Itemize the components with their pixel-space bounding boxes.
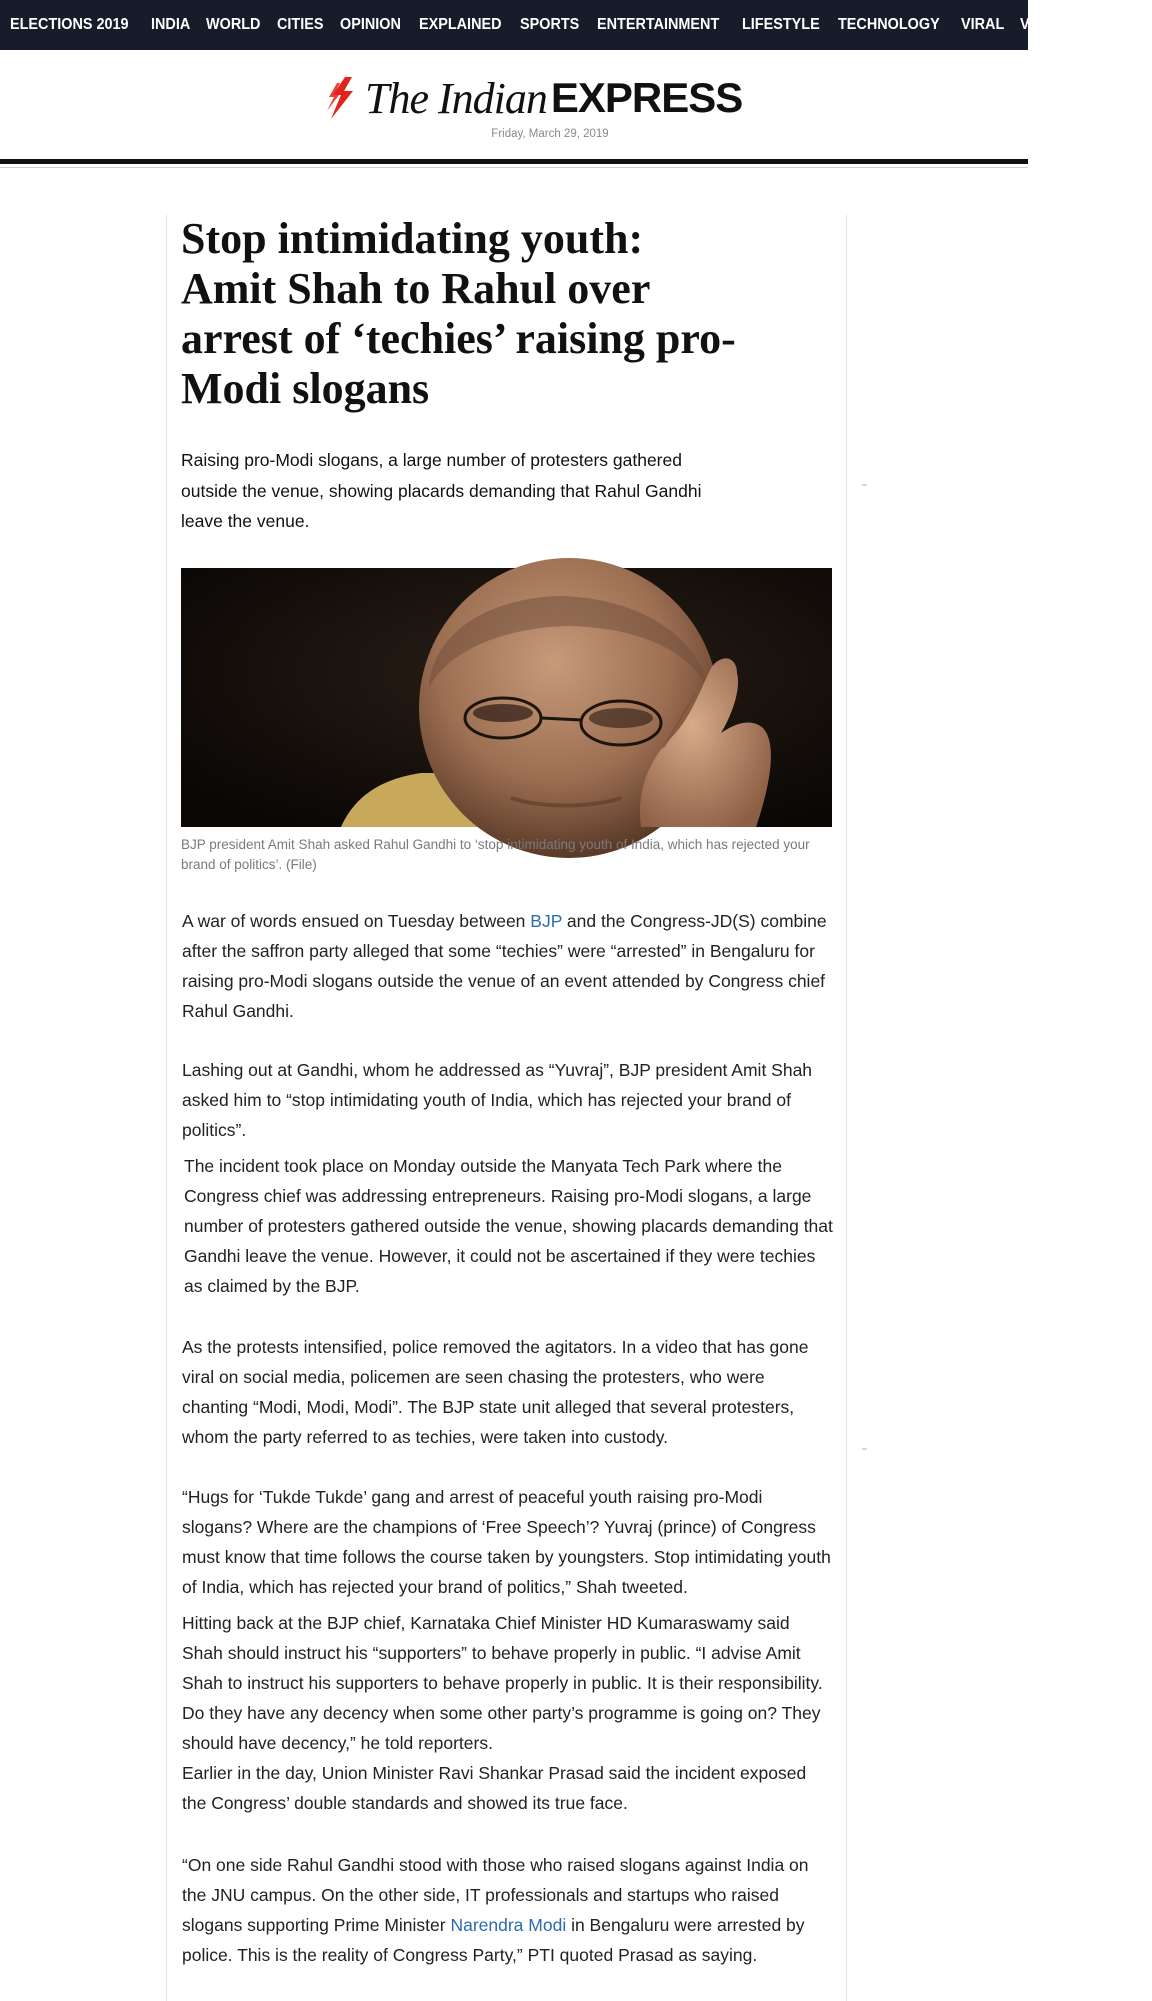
article-paragraph: As the protests intensified, police removed the agitators. In a video that has gone viral on social media, policemen are seen chasing the protesters, who were chanting “Modi, Modi, Modi”. The BJP state unit alleged that several protesters, whom the party referred to as techies, were taken into custody. <box>182 1337 809 1447</box>
top-navigation <box>0 0 1152 50</box>
paragraph-text: “On one side Rahul Gandhi stood with those who raised slogans against India on the JNU campus. On the other side, IT professionals and startups who raised slogans supporting Prime Minister <box>182 1855 809 1935</box>
edition-date: Friday, March 29, 2019 <box>491 128 609 140</box>
nav-videos[interactable]: VIDEOS <box>1020 16 1075 33</box>
article-paragraph <box>182 1850 832 1970</box>
article-headline: Stop intimidating youth: Amit Shah to Rahul over arrest of ‘techies’ raising pro-Modi slogans <box>181 214 736 413</box>
narendra-modi-link[interactable]: Narendra Modi <box>450 1915 567 1935</box>
nav-lifestyle[interactable]: LIFESTYLE <box>741 16 820 33</box>
article-paragraph <box>182 906 832 1026</box>
portrait-photo-icon <box>181 568 832 827</box>
photo-caption: BJP president Amit Shah asked Rahul Gandhi to ‘stop intimidating youth of India, which has rejected your brand of politics’. (File) <box>181 837 810 872</box>
article-paragraph: The incident took place on Monday outside the Manyata Tech Park where the Congress chief was addressing entrepreneurs. Raising pro-Modi slogans, a large number of protesters gathered outside the venue, showing placards demanding that Gandhi leave the venue. However, it could not be ascertained if they were techies as claimed by the BJP. <box>184 1156 833 1296</box>
article-paragraph: “Hugs for ‘Tukde Tukde’ gang and arrest of peaceful youth raising pro-Modi slogans? Where are the champions of ‘Free Speech’? Yuvraj (prince) of Congress must know that time follows the course taken by youngsters. Stop intimidating youth of India, which has rejected your brand of politics,” Shah tweeted. <box>182 1487 831 1597</box>
nav-photos[interactable]: PHOTOS <box>1091 16 1152 33</box>
site-logo[interactable] <box>325 72 742 124</box>
nav-explained[interactable]: EXPLAINED <box>418 16 502 33</box>
article-photo <box>181 568 832 827</box>
express-logo-icon <box>325 75 359 121</box>
nav-entertainment[interactable]: ENTERTAINMENT <box>597 16 720 33</box>
nav-viral[interactable]: VIRAL <box>960 16 1004 33</box>
article-standfirst: Raising pro-Modi slogans, a large number of protesters gathered outside the venue, showing placards demanding that Rahul Gandhi leave the venue. <box>181 450 702 531</box>
paragraph-text: in Bengaluru were arrested by police. This is the reality of Congress Party,” PTI quoted Prasad as saying. <box>182 1915 805 1965</box>
nav-opinion[interactable]: OPINION <box>340 16 402 33</box>
side-marker <box>862 1448 867 1450</box>
paragraph-text: A war of words ensued on Tuesday between <box>182 911 531 931</box>
nav-cities[interactable]: CITIES <box>277 16 324 33</box>
masthead <box>0 50 1028 160</box>
nav-world[interactable]: WORLD <box>205 16 261 33</box>
paragraph-text: and the Congress-JD(S) combine after the saffron party alleged that some “techies” were “arrested” in Bengaluru for raising pro-Modi slogans outside the venue of an event attended by Congress chief Rahul Gandhi. <box>182 911 827 1021</box>
masthead-rule <box>0 159 1028 164</box>
bjp-link[interactable]: BJP <box>530 911 563 931</box>
article-paragraph: Hitting back at the BJP chief, Karnataka Chief Minister HD Kumaraswamy said Shah should instruct his “supporters” to behave properly in public. “I advise Amit Shah to instruct his supporters to behave properly in public. It is their responsibility. Do they have any decency when some other party’s programme is going on? They should have decency,” he told reporters. <box>182 1613 823 1753</box>
nav-elections-2019[interactable]: ELECTIONS 2019 <box>10 16 129 33</box>
logo-wordmark-the-indian: The Indian <box>365 73 547 123</box>
nav-technology[interactable]: TECHNOLOGY <box>838 16 940 33</box>
side-marker <box>862 484 867 486</box>
logo-wordmark-express: EXPRESS <box>550 74 743 121</box>
article-paragraph: Lashing out at Gandhi, whom he addressed as “Yuvraj”, BJP president Amit Shah asked him to “stop intimidating youth of India, which has rejected your brand of politics”. <box>182 1060 813 1140</box>
masthead-rule-thin <box>0 167 1028 168</box>
article-paragraph: Earlier in the day, Union Minister Ravi Shankar Prasad said the incident exposed the Congress’ double standards and showed its true face. <box>182 1763 807 1813</box>
nav-india[interactable]: INDIA <box>150 16 190 33</box>
nav-sports[interactable]: SPORTS <box>520 16 580 33</box>
